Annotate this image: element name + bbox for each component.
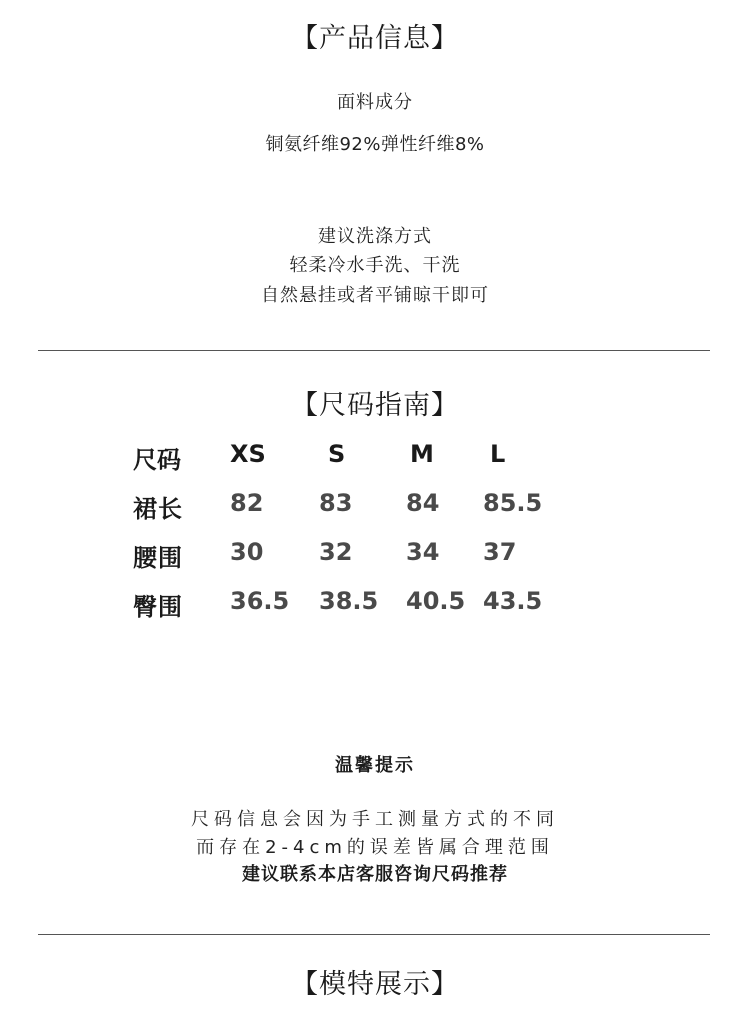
header-m: M [410, 440, 434, 468]
cell-s: 38.5 [319, 587, 379, 615]
cell-s: 83 [319, 489, 353, 517]
header-s: S [328, 440, 346, 468]
section-divider [38, 350, 710, 351]
cell-l: 85.5 [483, 489, 543, 517]
cell-xs: 36.5 [230, 587, 290, 615]
cell-s: 32 [319, 538, 353, 566]
model-title: 【模特展示】 [291, 969, 459, 1000]
table-row-skirt-length [133, 489, 633, 529]
cell-m: 34 [406, 538, 440, 566]
wash-instruction-1: 轻柔冷水手洗、干洗 [289, 255, 461, 276]
fabric-composition: 铜氨纤维92%弹性纤维8% [265, 134, 485, 155]
table-row-waist [133, 538, 633, 578]
wash-instruction-2: 自然悬挂或者平铺晾干即可 [261, 285, 489, 306]
row-label: 臀围 [133, 593, 183, 621]
size-guide-title: 【尺码指南】 [291, 390, 459, 421]
cell-xs: 82 [230, 489, 264, 517]
cell-xs: 30 [230, 538, 264, 566]
row-label: 裙长 [133, 495, 183, 523]
tips-title: 温馨提示 [335, 755, 415, 776]
size-table-header [133, 440, 633, 480]
cell-m: 40.5 [406, 587, 466, 615]
product-info-title: 【产品信息】 [291, 23, 459, 54]
tips-line-1: 尺码信息会因为手工测量方式的不同 [191, 809, 559, 830]
header-xs: XS [230, 440, 266, 468]
tips-line-2: 而存在2-4cm的误差皆属合理范围 [196, 837, 554, 858]
header-l: L [490, 440, 506, 468]
header-size-label: 尺码 [133, 446, 181, 474]
wash-heading: 建议洗涤方式 [318, 226, 432, 247]
table-row-hip [133, 587, 633, 627]
row-label: 腰围 [133, 544, 183, 572]
fabric-heading: 面料成分 [337, 92, 413, 113]
cell-l: 37 [483, 538, 517, 566]
tips-line-3: 建议联系本店客服咨询尺码推荐 [242, 864, 508, 885]
section-divider [38, 934, 710, 935]
cell-m: 84 [406, 489, 440, 517]
cell-l: 43.5 [483, 587, 543, 615]
